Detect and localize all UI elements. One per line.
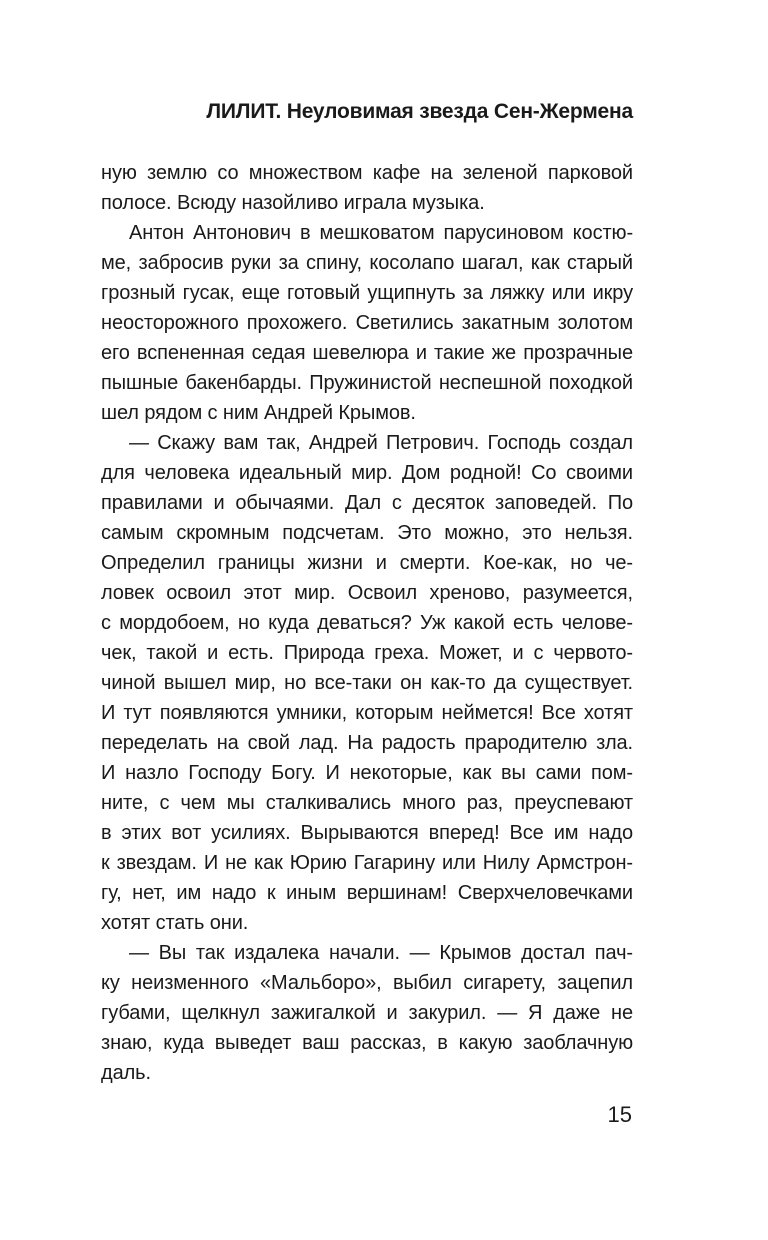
text-line: с мордобоем, но куда деваться? Уж какой есть челове- <box>101 612 633 634</box>
text-line: пышные бакенбарды. Пружинистой неспешной походкой <box>101 372 633 394</box>
text-line: чек, такой и есть. Природа греха. Может, и с червото- <box>101 642 633 664</box>
text-line: знаю, куда выведет ваш рассказ, в какую заоблачную <box>101 1032 633 1054</box>
text-line: к звездам. И не как Юрию Гагарину или Нилу Армстрон- <box>101 852 633 874</box>
text-line: грозный гусак, еще готовый ущипнуть за ляжку или икру <box>101 282 633 304</box>
text-line: для человека идеальный мир. Дом родной! Со своими <box>101 462 633 484</box>
text-line: хотят стать они. <box>101 912 249 934</box>
text-line: в этих вот усилиях. Вырываются вперед! Все им надо <box>101 822 633 844</box>
text-line: ните, с чем мы сталкивались много раз, преуспевают <box>101 792 633 814</box>
text-line: ку неизменного «Мальборо», выбил сигарету, зацепил <box>101 972 633 994</box>
text-line: И тут появляются умники, которым неймется! Все хотят <box>101 702 633 724</box>
text-line: — Вы так издалека начали. — Крымов достал пач- <box>129 942 633 964</box>
page-number: 15 <box>607 1102 632 1127</box>
text-line: шел рядом с ним Андрей Крымов. <box>101 402 416 424</box>
text-line: чиной вышел мир, но все-таки он как-то да существует. <box>101 672 633 694</box>
text-line: ловек освоил этот мир. Освоил хреново, разумеется, <box>101 582 633 604</box>
text-line: губами, щелкнул зажигалкой и закурил. — Я даже не <box>101 1002 633 1024</box>
text-line: — Скажу вам так, Андрей Петрович. Господь создал <box>129 432 633 454</box>
text-line: Антон Антонович в мешковатом парусиновом костю- <box>129 222 633 244</box>
text-line: ную землю со множеством кафе на зеленой парковой <box>101 162 633 184</box>
text-line: неосторожного прохожего. Светились закатным золотом <box>101 312 633 334</box>
text-line: гу, нет, им надо к иным вершинам! Сверхчеловечками <box>101 882 633 904</box>
running-header: ЛИЛИТ. Неуловимая звезда Сен-Жермена <box>206 100 633 123</box>
text-line: его вспененная седая шевелюра и такие же прозрачные <box>101 342 633 364</box>
text-line: переделать на свой лад. На радость прародителю зла. <box>101 732 633 754</box>
text-line: правилами и обычаями. Дал с десяток заповедей. По <box>101 492 633 514</box>
text-line: И назло Господу Богу. И некоторые, как вы сами пом- <box>101 762 633 784</box>
text-line: даль. <box>101 1062 151 1084</box>
text-line: ме, забросив руки за спину, косолапо шагал, как старый <box>101 252 633 274</box>
page-body <box>101 158 633 1088</box>
text-line: Определил границы жизни и смерти. Кое-как, но че- <box>101 552 633 574</box>
text-line: самым скромным подсчетам. Это можно, это нельзя. <box>101 522 633 544</box>
text-line: полосе. Всюду назойливо играла музыка. <box>101 192 485 214</box>
